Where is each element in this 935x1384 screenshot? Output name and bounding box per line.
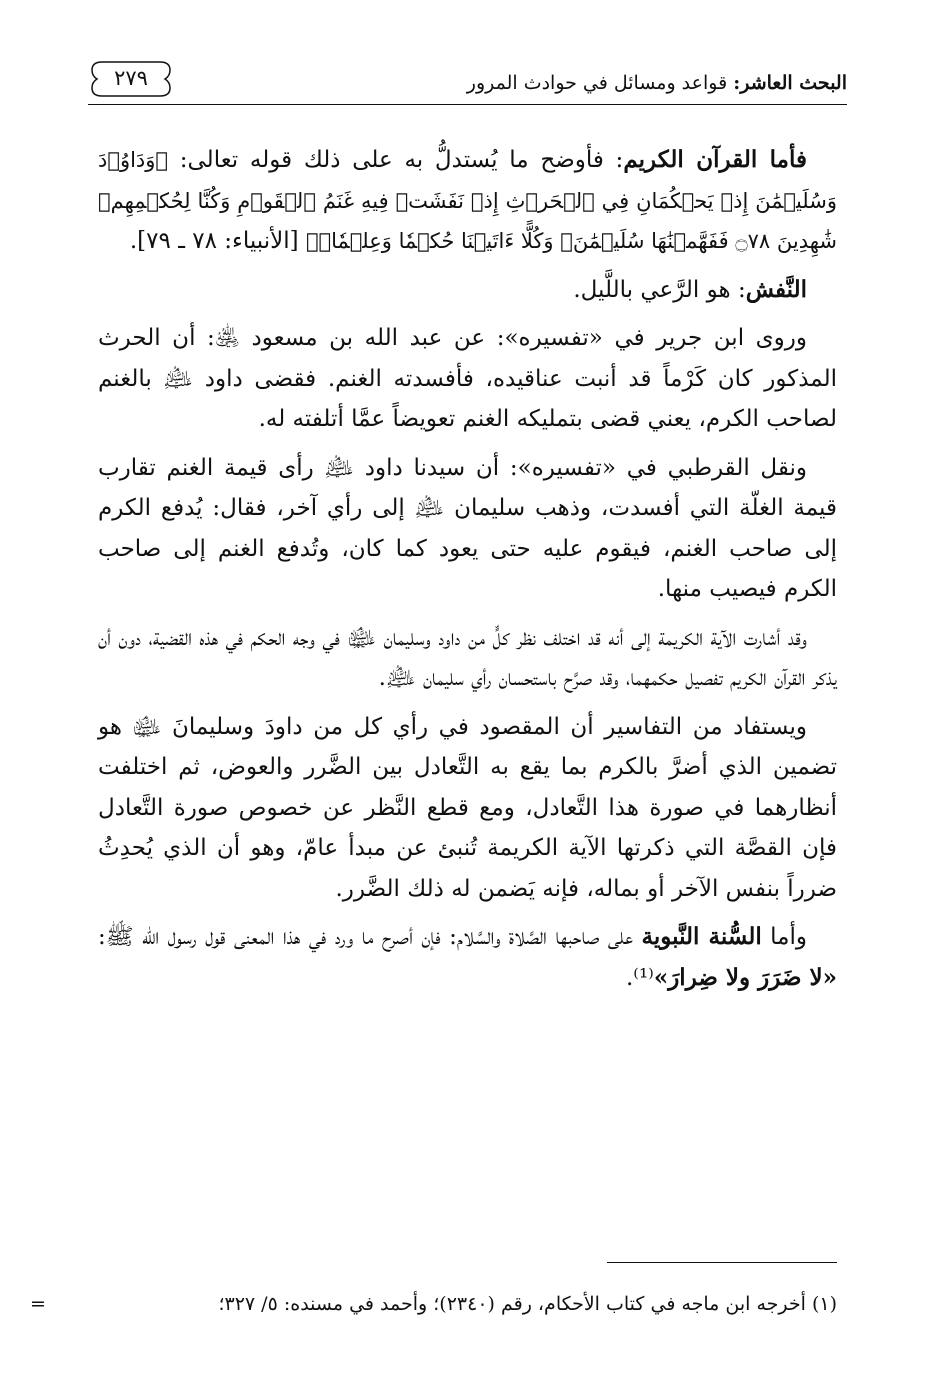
sunnah-start: وأما (761, 924, 807, 950)
header-divider (88, 104, 847, 105)
paragraph-nafsh (98, 270, 837, 311)
hadith-quote: «لا ضَرَرَ ولا ضِرارَ» (653, 963, 837, 991)
sunnah-text: على صاحبها الصَّلاة والسَّلام: فإن أصرح ما ورد في هذا المعنى قول رسول الله ﷺ: (98, 924, 642, 950)
footnote-1: (١) أخرجه ابن ماجه في كتاب الأحكام، رقم (٢٣٤٠)؛ وأحمد في مسنده: ٥/ ٣٢٧؛ (218, 1293, 837, 1315)
paragraph-tafsir-conclusion: ويستفاد من التفاسير أن المقصود في رأي كل من داودَ وسليمانَ ﵉ هو تضمين الذي أضرَّ بالكرم بما يقع به التَّعادل بين الضَّرر والعوض، ثم اختلفت أنظارهما في صورة هذا التَّعادل، ومع قطع النَّظر عن خصوص صورة التَّعادل فإن القصَّة التي ذكرتها الآية الكريمة تُنبئ عن مبدأ عامّ، وهو أن الذي يُحدِثُ ضرراً بنفس الآخر أو بماله، فإنه يَضمن له ذلك الضَّرر. (98, 713, 837, 902)
quran-verse: ﴿وَدَاوُۥدَ وَسُلَيۡمَٰنَ إِذۡ يَحۡكُمَانِ فِي ٱلۡحَرۡثِ إِذۡ نَفَشَتۡ فِيهِ غَنَمُ ٱلۡقَوۡمِ وَكُنَّا لِحُكۡمِهِمۡ شَٰهِدِينَ ۝٧٨ فَفَهَّمۡنَٰهَا سُلَيۡمَٰنَۚ وَكُلًّا ءَاتَيۡنَا حُكۡمٗا وَعِلۡمٗاۚ﴾ (98, 148, 837, 253)
page-body (98, 140, 837, 1006)
page-number: ٢٧٩ (114, 66, 148, 90)
page-header (88, 58, 847, 102)
footnote-marker: ⁽¹⁾ (633, 964, 654, 991)
paragraph-ibn-jarir: وروى ابن جرير في «تفسيره»: عن عبد الله بن مسعود ﵁: أن الحرث المذكور كان كَرْماً قد أنبت عناقيده، فأفسدته الغنم. فقضى داود ﵇ بالغنم لصاحب الكرم، يعني قضى بتمليكه الغنم تعويضاً عمَّا أتلفته له. (98, 325, 837, 432)
paragraph-qurtubi: ونقل القرطبي في «تفسيره»: أن سيدنا داود ﵇ رأى قيمة الغنم تقارب قيمة الغلّة التي أفسدت، وذهب سليمان ﵇ إلى رأي آخر، فقال: يُدفع الكرم إلى صاحب الغنم، فيقوم عليه حتى يعود كما كان، وتُدفع الغنم إلى صاحب الكرم فيصيب منها. (98, 454, 837, 602)
running-title-lead: البحث العاشر: (733, 72, 847, 94)
sunnah-end: . (625, 964, 634, 991)
sunnah-heading: السُّنة النَّبوية (641, 923, 762, 950)
footnote-continuation-mark: = (30, 1293, 46, 1315)
quran-intro: : فأوضح ما يُستدلُّ به على ذلك قوله تعالى: (179, 147, 624, 173)
page-number-frame (88, 58, 174, 100)
nafsh-definition: : هو الرَّعي باللَّيل. (573, 276, 746, 303)
footnote-divider (607, 1262, 837, 1263)
verse-reference: [الأنبياء: ٧٨ ـ ٧٩]. (129, 228, 306, 254)
nafsh-term: النَّفش (745, 275, 807, 303)
running-title-rest: قواعد ومسائل في حوادث المرور (466, 72, 734, 94)
running-title (467, 72, 847, 94)
paragraph-sunnah (98, 917, 837, 998)
paragraph-verse-indication: وقد أشارت الآية الكريمة إلى أنه قد اختلف نظر كلٍّ من داود وسليمان ﵉ في وجه الحكم في هذه القضية، دون أن يذكر القرآن الكريم تفصيل حكمهما، وقد صرَّح باستحسان رأي سليمان ﵇. (98, 624, 837, 691)
paragraph-quran (98, 140, 837, 262)
quran-heading: فأما القرآن الكريم (623, 146, 807, 173)
